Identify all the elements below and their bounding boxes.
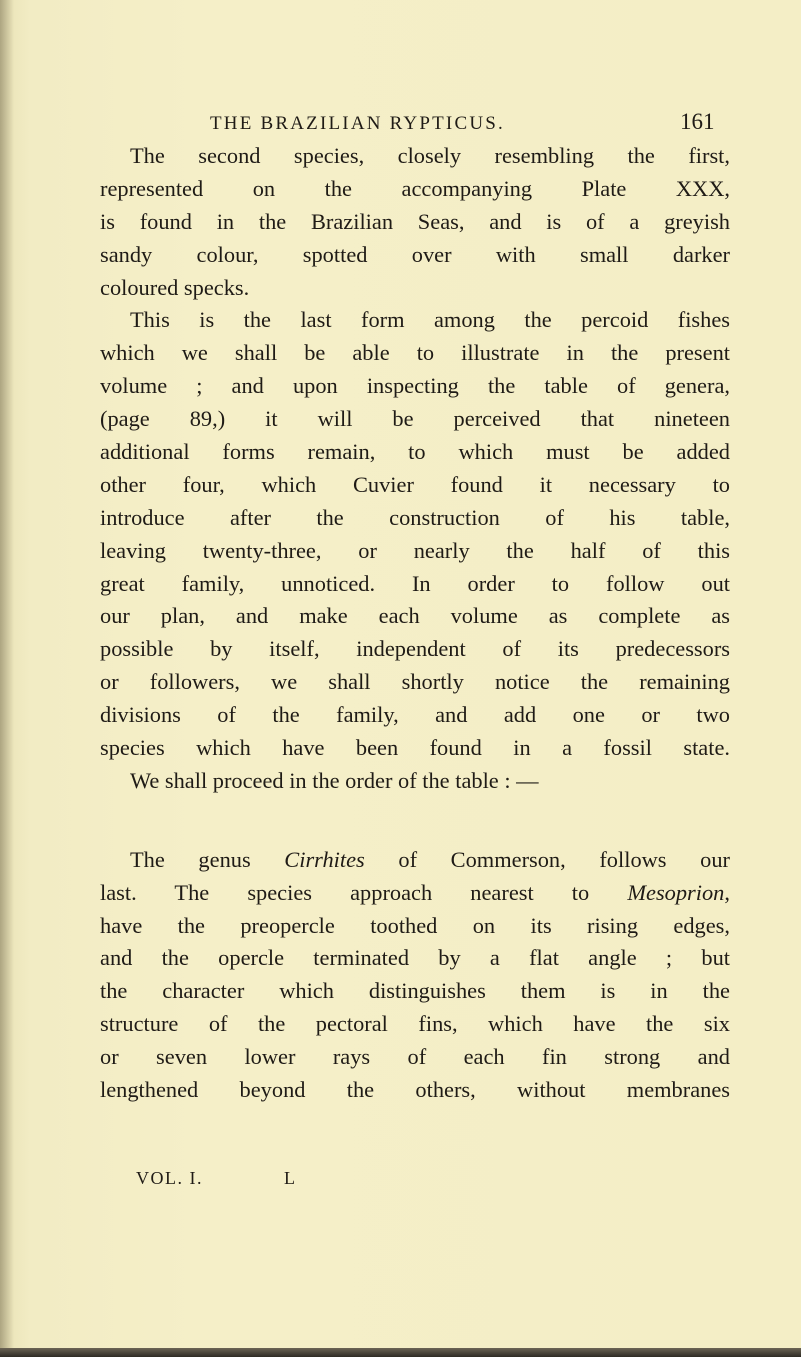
text-line: We shall proceed in the order of the table : —: [130, 767, 539, 793]
running-title: THE BRAZILIAN RYPTICUS.: [210, 113, 505, 134]
binding-shadow: [0, 0, 14, 1357]
page-number: 161: [680, 109, 715, 134]
text-line: possible by itself, independent of its predecessors: [100, 636, 730, 662]
text-line: our plan, and make each volume as complete as: [100, 603, 730, 629]
volume-mark: VOL. I.: [136, 1168, 203, 1188]
page-footer: [136, 1168, 436, 1189]
text-line: the character which distinguishes them is in the: [100, 978, 730, 1004]
text-line: sandy colour, spotted over with small darker: [100, 241, 730, 267]
text-line: This is the last form among the percoid fishes: [130, 307, 730, 333]
text-line: coloured specks.: [100, 274, 250, 300]
text-line: divisions of the family, and add one or two: [100, 702, 730, 728]
text-line: additional forms remain, to which must be added: [100, 439, 730, 465]
text-line: great family, unnoticed. In order to follow out: [100, 570, 730, 596]
text-run: The genus: [130, 846, 285, 872]
text-line: have the preopercle toothed on its rising edges,: [100, 912, 730, 938]
text-line: The second species, closely resembling the first,: [130, 143, 730, 168]
text-line: or seven lower rays of each fin strong and: [100, 1044, 730, 1070]
genus-name: Mesoprion: [627, 879, 725, 905]
genus-name: Cirrhites: [284, 846, 365, 872]
text-line: structure of the pectoral fins, which have the six: [100, 1011, 730, 1037]
text-line: (page 89,) it will be perceived that nineteen: [100, 406, 730, 432]
text-line: other four, which Cuvier found it necessary to: [100, 471, 730, 497]
page-bottom-edge: [0, 1348, 801, 1357]
text-run: of Commerson, follows our: [364, 846, 730, 872]
text-line: volume ; and upon inspecting the table of genera,: [100, 373, 730, 399]
text-line: and the opercle terminated by a flat angle ; but: [100, 945, 730, 971]
text-run: last. The species approach nearest to: [100, 879, 628, 905]
text-line: lengthened beyond the others, without membranes: [100, 1077, 730, 1103]
text-line: leaving twenty-three, or nearly the half of this: [100, 537, 730, 563]
text-line: or followers, we shall shortly notice the remaining: [100, 669, 730, 695]
text-line: which we shall be able to illustrate in the present: [100, 340, 730, 366]
text-line: represented on the accompanying Plate XXX,: [100, 175, 730, 201]
text-line: species which have been found in a fossil state.: [100, 735, 730, 761]
signature-mark: L: [284, 1168, 297, 1188]
text-line: [100, 877, 730, 910]
body-text: [100, 140, 730, 1107]
text-run: ,: [724, 879, 730, 905]
paragraph-gap: [100, 798, 730, 844]
text-line: [100, 844, 730, 877]
text-line: introduce after the construction of his table,: [100, 504, 730, 530]
text-line: is found in the Brazilian Seas, and is of a greyish: [100, 208, 730, 234]
